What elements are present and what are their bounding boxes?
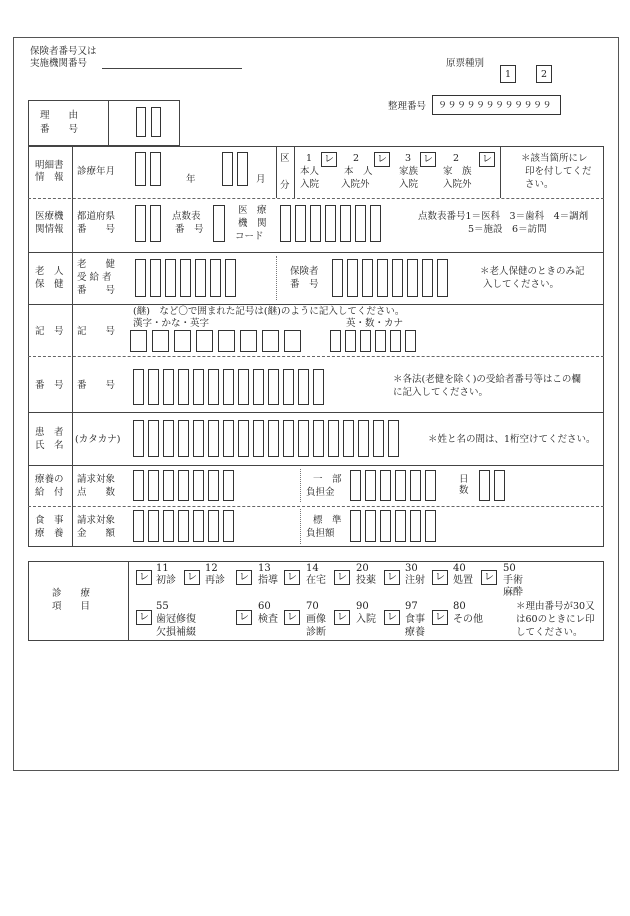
shokuji-kingaku-cells[interactable] bbox=[133, 510, 234, 542]
futankin-cells[interactable] bbox=[350, 470, 436, 501]
rojin-hokensha-cells[interactable] bbox=[332, 259, 448, 297]
form-type-1-box[interactable]: 1 bbox=[500, 65, 516, 83]
shinryo-label: 診 療 bbox=[52, 588, 91, 599]
seiri-number-field[interactable] bbox=[432, 95, 561, 115]
item-55-checkbox[interactable]: レ bbox=[136, 610, 152, 625]
seiri-number-value: ９９９９９９９９９９９９ bbox=[438, 101, 553, 111]
bango-label: 番 号 bbox=[35, 380, 64, 391]
nissu-cells[interactable] bbox=[479, 470, 505, 501]
reason-label: 理 由 bbox=[40, 110, 79, 121]
shokuji-label: 食 事 bbox=[35, 515, 64, 526]
item-14-checkbox[interactable]: レ bbox=[284, 570, 300, 585]
ryoyo-tensu-cells[interactable] bbox=[133, 470, 234, 501]
tensu-cell[interactable] bbox=[213, 205, 225, 242]
shinryo-note-1: ＊理由番号が30又 bbox=[516, 601, 595, 612]
year-cells[interactable] bbox=[135, 152, 161, 186]
kanja-name-cells[interactable] bbox=[133, 420, 399, 457]
item-30-checkbox[interactable]: レ bbox=[384, 570, 400, 585]
kanji-label: 漢字・かな・英字 bbox=[133, 318, 210, 329]
month-cells[interactable] bbox=[222, 152, 248, 186]
ryoyo-label: 療養の bbox=[35, 474, 64, 485]
kikan-code-cells[interactable] bbox=[280, 205, 381, 242]
kubun-honnin-nyuin-checkbox[interactable]: レ bbox=[321, 152, 337, 167]
item-70-checkbox[interactable]: レ bbox=[284, 610, 300, 625]
rojin-jukyusha-cells[interactable] bbox=[135, 259, 236, 297]
seiri-number-label: 整理番号 bbox=[388, 101, 427, 112]
kanja-label: 患 者 bbox=[35, 427, 64, 438]
kigo-note: (継) など〇で囲まれた記号は(継)のように記入してください。 bbox=[133, 306, 405, 317]
rojin-note-1: ＊老人保健のときのみ記 bbox=[480, 266, 585, 277]
item-11-checkbox[interactable]: レ bbox=[136, 570, 152, 585]
insurer-number-underline bbox=[102, 68, 242, 69]
form-type-label: 原票種別 bbox=[446, 58, 485, 69]
pref-cells[interactable] bbox=[135, 205, 161, 242]
iryokikan-label: 医療機 bbox=[35, 211, 64, 222]
reason-number-cells[interactable] bbox=[136, 107, 161, 137]
meisai-label: 明細書 bbox=[35, 160, 64, 171]
kigo-label: 記 号 bbox=[35, 326, 64, 337]
item-40-checkbox[interactable]: レ bbox=[432, 570, 448, 585]
rojin-label: 老 人 bbox=[35, 266, 64, 277]
kubun-kazoku-nyuin-checkbox[interactable]: レ bbox=[420, 152, 436, 167]
kubun-kazoku-gairai-checkbox[interactable]: レ bbox=[479, 152, 495, 167]
form-type-2-box[interactable]: 2 bbox=[536, 65, 552, 83]
item-13-checkbox[interactable]: レ bbox=[236, 570, 252, 585]
meisai-note-1: ＊該当箇所にレ bbox=[521, 153, 588, 164]
item-20-checkbox[interactable]: レ bbox=[334, 570, 350, 585]
kanja-note: ＊姓と名の間は、1桁空けてください。 bbox=[428, 434, 596, 445]
tensu-legend-1: 点数表番号1＝医科 3＝歯科 4＝調剤 bbox=[418, 211, 589, 222]
item-50-checkbox[interactable]: レ bbox=[481, 570, 497, 585]
bango-cells[interactable] bbox=[133, 369, 324, 405]
kubun-label: 区 bbox=[280, 153, 290, 164]
item-97-checkbox[interactable]: レ bbox=[384, 610, 400, 625]
katakana-label: (カタカナ) bbox=[75, 434, 121, 445]
tensu-legend-2: 5＝施設 6＝訪問 bbox=[468, 224, 547, 235]
kigo-eisu-cells[interactable] bbox=[330, 330, 416, 352]
hyojun-futan-cells[interactable] bbox=[350, 510, 436, 542]
kubun-honnin-gairai-checkbox[interactable]: レ bbox=[374, 152, 390, 167]
insurer-number-label: 保険者番号又は bbox=[30, 46, 97, 57]
eisu-label: 英・数・カナ bbox=[346, 318, 404, 329]
item-12-checkbox[interactable]: レ bbox=[184, 570, 200, 585]
shinryo-ym-label: 診療年月 bbox=[77, 166, 116, 177]
institution-number-label: 実施機関番号 bbox=[30, 58, 88, 69]
bango-note-1: ＊各法(老健を除く)の受給者番号等はこの欄 bbox=[393, 374, 581, 385]
number-label: 番 号 bbox=[40, 124, 79, 135]
item-90-checkbox[interactable]: レ bbox=[334, 610, 350, 625]
item-80-checkbox[interactable]: レ bbox=[432, 610, 448, 625]
item-60-checkbox[interactable]: レ bbox=[236, 610, 252, 625]
kigo-kanji-cells[interactable] bbox=[130, 330, 301, 352]
